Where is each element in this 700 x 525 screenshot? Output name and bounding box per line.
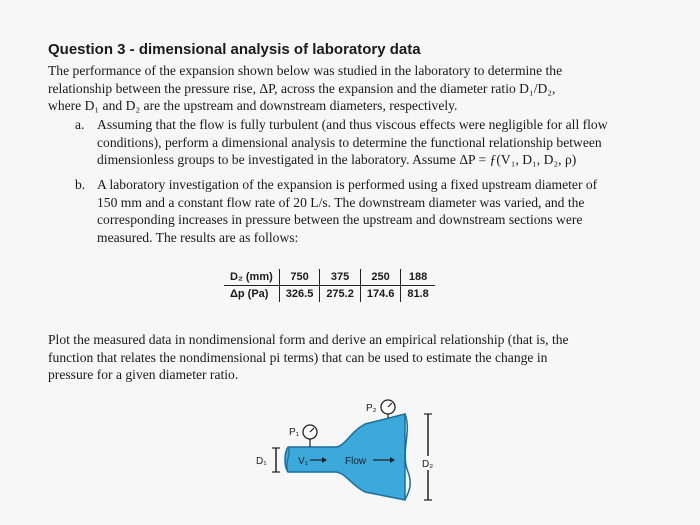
- plot-line: pressure for a given diameter ratio.: [48, 367, 239, 382]
- part-b-line: 150 mm and a constant flow rate of 20 L/s. The downstream diameter was varied, and the: [97, 194, 585, 210]
- table-row: [224, 286, 435, 303]
- expansion-diagram: [240, 392, 450, 517]
- table-cell: 81.8: [401, 286, 435, 303]
- part-b-line: measured. The results are as follows:: [97, 229, 299, 245]
- table-cell: 326.5: [279, 286, 320, 303]
- intro-line: The performance of the expansion shown below was studied in the laboratory to determine the: [48, 63, 563, 78]
- label-p1: P₁: [289, 427, 300, 438]
- row-label-dp: Δp (Pa): [230, 288, 269, 300]
- table-cell: 188: [401, 269, 435, 286]
- plot-line: function that relates the nondimensional pi terms) that can be used to estimate the change in: [48, 349, 548, 365]
- row-label-d2: D₂ (mm): [224, 269, 279, 286]
- table-cell: 750: [279, 269, 320, 286]
- table-cell: 174.6: [360, 286, 401, 303]
- plot-line: Plot the measured data in nondimensional form and derive an empirical relationship (that is, the: [48, 332, 569, 347]
- label-p2: P₂: [366, 403, 377, 414]
- intro-line: where D₁ and D₂ are the upstream and downstream diameters, respectively.: [48, 98, 458, 113]
- part-b-line: A laboratory investigation of the expansion is performed using a fixed upstream diameter of: [97, 177, 598, 192]
- part-a-line: conditions), perform a dimensional analysis to determine the functional relationship between: [97, 134, 602, 150]
- intro-line: relationship between the pressure rise, ΔP, across the expansion and the diameter ratio D₁/D₂,: [48, 80, 556, 96]
- part-a-marker: a.: [75, 117, 85, 132]
- intro-paragraph: [48, 62, 658, 115]
- part-b-line: corresponding increases in pressure between the upstream and downstream sections were: [97, 212, 583, 227]
- label-v1: V₁: [298, 456, 309, 467]
- part-a-line: dimensionless groups to be investigated in the laboratory. Assume ΔP = ƒ(V₁, D₁, D₂, ρ): [97, 152, 577, 167]
- outlet-edge: [405, 414, 410, 500]
- label-d1: D₁: [256, 456, 267, 467]
- label-flow: Flow: [345, 456, 367, 467]
- plot-instructions: [48, 331, 648, 384]
- part-b-marker: b.: [75, 177, 86, 192]
- question-title: Question 3 - dimensional analysis of laboratory data: [48, 41, 421, 58]
- table-cell: 250: [360, 269, 401, 286]
- part-a-text: [97, 116, 637, 169]
- table-cell: 275.2: [320, 286, 361, 303]
- results-table: [224, 269, 435, 302]
- part-b-text: [97, 176, 637, 246]
- table-row: [224, 269, 435, 286]
- label-d2: D₂: [422, 459, 434, 470]
- part-a-line: Assuming that the flow is fully turbulent (and thus viscous effects were negligible for all flow: [97, 117, 608, 132]
- table-cell: 375: [320, 269, 361, 286]
